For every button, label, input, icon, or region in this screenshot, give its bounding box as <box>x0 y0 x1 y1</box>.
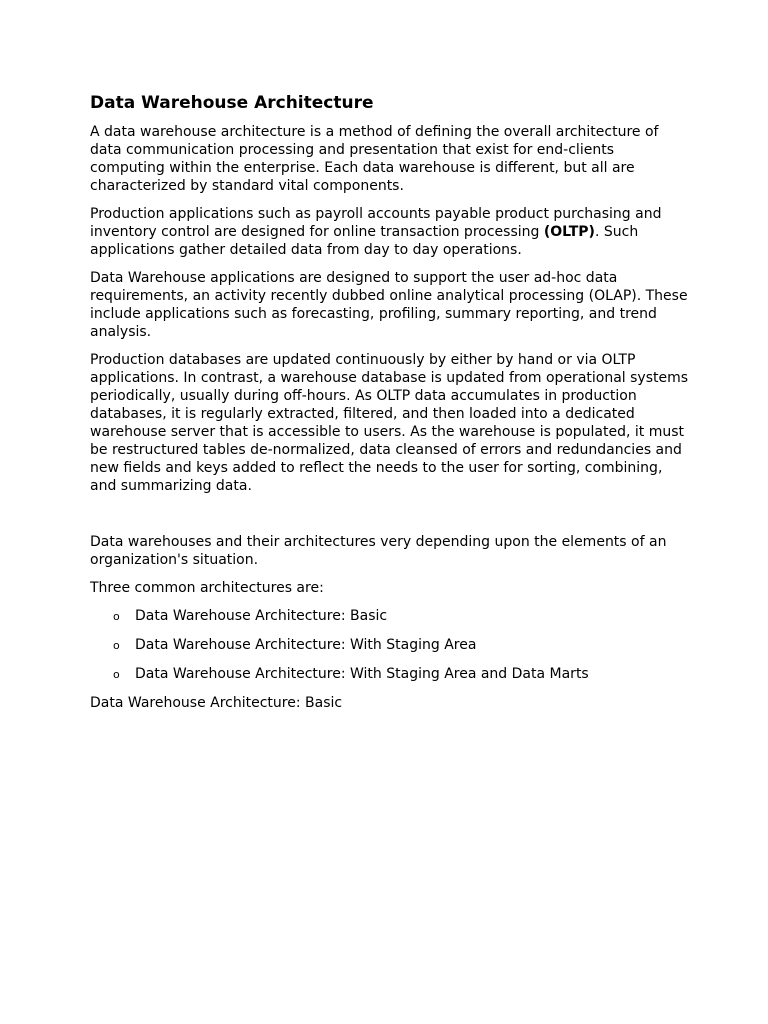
bullet-icon: o <box>113 610 120 623</box>
list-item <box>90 636 690 654</box>
paragraph-section-heading-basic: Data Warehouse Architecture: Basic <box>90 695 343 711</box>
paragraph-oltp <box>90 205 690 259</box>
paragraph-production-databases: Production databases are updated continuously by either by hand or via OLTP applications. In contrast, a warehouse database is updated from operational systems periodically, usually during off-hours. As OLTP data accumulates in production databases, it is regularly extracted, filtered, and then loaded into a dedicated warehouse server that is accessible to users. As the warehouse is populated, it must be restructured tables de-normalized, data cleansed of errors and redundancies and new fields and keys added to reflect the needs to the user for sorting, combining, and summarizing data. <box>90 352 689 494</box>
bullet-icon: o <box>113 639 120 652</box>
paragraph-oltp-text-2: . Such applications gather detailed data from day to day operations. <box>90 224 639 258</box>
paragraph-intro: A data warehouse architecture is a method of defining the overall architecture of data communication processing and presentation that exist for end-clients computing within the enterprise. Each data warehouse is different, but all are characterized by standard vital components. <box>90 124 659 194</box>
paragraph-spacer <box>90 505 690 533</box>
document-page <box>90 92 690 722</box>
bullet-icon: o <box>113 668 120 681</box>
list-item-text: Data Warehouse Architecture: With Staging Area and Data Marts <box>135 666 589 682</box>
list-item-text: Data Warehouse Architecture: With Staging Area <box>135 637 477 653</box>
architecture-list <box>90 607 690 683</box>
list-item <box>90 665 690 683</box>
paragraph-oltp-text-1: Production applications such as payroll accounts payable product purchasing and inventory control are designed for online transaction processing <box>90 206 662 240</box>
paragraph-olap: Data Warehouse applications are designed to support the user ad-hoc data requirements, an activity recently dubbed online analytical processing (OLAP). These include applications such as forecasting, profiling, summary reporting, and trend analysis. <box>90 270 688 340</box>
paragraph-architectures-vary: Data warehouses and their architectures very depending upon the elements of an organization's situation. <box>90 534 667 568</box>
list-item <box>90 607 690 625</box>
document-title: Data Warehouse Architecture <box>90 93 374 113</box>
oltp-bold-term: (OLTP) <box>543 224 595 240</box>
list-item-text: Data Warehouse Architecture: Basic <box>135 608 388 624</box>
paragraph-three-common: Three common architectures are: <box>90 580 324 596</box>
